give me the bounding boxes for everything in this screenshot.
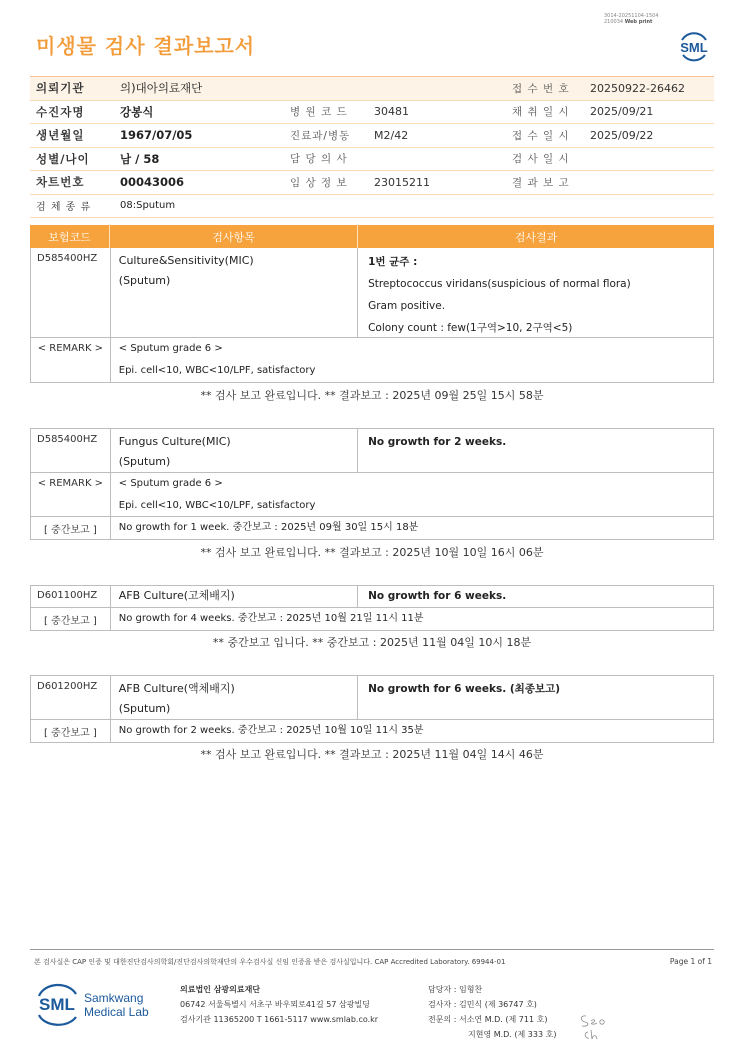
report-title: 미생물 검사 결과보고서: [36, 34, 256, 58]
label-clinical-info: 임 상 정 보: [290, 176, 348, 189]
label-patient-name: 수진자명: [36, 104, 85, 119]
organization-name: 의료법인 삼광의료재단: [180, 985, 261, 994]
result-block-fungus-culture: [30, 428, 714, 540]
page-number: Page 1 of 1: [669, 957, 712, 966]
interim-label: [ 중간보고 ]: [31, 720, 111, 742]
staff-manager: 담당자 : 임형찬: [428, 985, 483, 994]
organization-info: [180, 982, 378, 1027]
info-row: [30, 124, 714, 148]
test-item-name: Culture&Sensitivity(MIC): [118, 254, 254, 267]
test-result: No growth for 6 weeks. (최종보고): [368, 683, 561, 695]
test-result: No growth for 6 weeks.: [368, 590, 507, 602]
result-organism: Streptococcus viridans(suspicious of normal flora): [368, 278, 631, 290]
label-physician: 담 당 의 사: [290, 153, 348, 166]
staff-specialist-1: 전문의 : 서소연 M.D. (제 711 호): [428, 1015, 548, 1024]
table-row: [31, 338, 713, 382]
label-sex-age: 성별/나이: [36, 151, 90, 166]
interim-label: [ 중간보고 ]: [31, 517, 111, 539]
result-strain: 1번 균주 :: [368, 256, 418, 268]
print-stamp-id: 3014-20251104-1504: [604, 13, 659, 19]
report-complete-message: ** 검사 보고 완료입니다. ** 결과보고 : 2025년 10월 10일 16시 06분: [200, 546, 544, 559]
label-birth-date: 생년월일: [36, 128, 85, 143]
test-result: No growth for 2 weeks.: [368, 436, 507, 448]
value-physician: [364, 148, 500, 171]
table-row: [31, 608, 713, 630]
test-item: AFB Culture(고체배지): [111, 586, 358, 607]
value-empty: [364, 77, 500, 100]
table-row: [31, 429, 713, 473]
staff-info: [428, 982, 556, 1042]
interim-text: No growth for 1 week. 중간보고 : 2025년 09월 30일 15시 18분: [118, 522, 419, 533]
insurance-code: D601100HZ: [31, 586, 111, 607]
remark-text: [111, 473, 713, 516]
value-chart-number: 00043006: [120, 175, 185, 190]
value-result-report: [580, 171, 714, 194]
value-collection-date: 2025/09/21: [590, 105, 654, 119]
value-requesting-institution: 의)대아의료재단: [120, 81, 203, 96]
remark-label: < REMARK >: [31, 338, 111, 382]
accreditation-note: 본 검사실은 CAP 인증 및 대한진단검사의학회/진단검사의학재단의 우수검사실 신임 인증을 받은 검사실입니다. CAP Accredited Laboratory. 69944-01: [34, 958, 506, 966]
result-colony-count: Colony count : few(1구역>10, 2구역<5): [368, 322, 573, 334]
print-stamp-code: 210034: [604, 19, 624, 25]
sml-logo-icon: [676, 26, 712, 62]
remark-grade: < Sputum grade 6 >: [118, 343, 223, 354]
test-item-specimen: (Sputum): [118, 274, 171, 287]
result-block-afb-solid: [30, 585, 714, 631]
result-block-afb-liquid: [30, 675, 714, 743]
remark-detail: Epi. cell<10, WBC<10/LPF, satisfactory: [118, 365, 316, 376]
staff-specialist-2: 지현영 M.D. (제 333 호): [468, 1030, 557, 1039]
info-row: [30, 195, 714, 219]
value-birth-date: 1967/07/05: [120, 128, 193, 143]
insurance-code: D585400HZ: [31, 429, 111, 472]
organization-address: 06742 서울특별시 서초구 바우뫼로41길 57 삼광빌딩: [180, 1000, 370, 1009]
info-row: [30, 77, 714, 101]
result-block-culture-sensitivity: [30, 248, 714, 383]
label-chart-number: 차트번호: [36, 175, 85, 190]
interim-text: No growth for 4 weeks. 중간보고 : 2025년 10월 21일 11시 11분: [118, 613, 424, 624]
value-patient-name: 강봉식: [120, 104, 154, 119]
value-hospital-code: 30481: [374, 105, 409, 119]
table-row: [31, 676, 713, 720]
test-item: [111, 429, 358, 472]
print-stamp-line2: [604, 19, 659, 25]
info-row: [30, 171, 714, 195]
table-row: [31, 517, 713, 539]
header-test-result: 검사결과: [514, 230, 558, 244]
value-sex-age: 남 / 58: [120, 151, 160, 166]
test-item: [111, 248, 358, 337]
test-item-specimen: (Sputum): [118, 455, 171, 468]
sml-logo-text: SML: [680, 40, 708, 55]
value-clinical-info: 23015211: [374, 175, 430, 189]
interim-text: No growth for 2 weeks. 중간보고 : 2025년 10월 10일 11시 35분: [118, 725, 424, 736]
print-stamp: [604, 13, 659, 25]
remark-detail: Epi. cell<10, WBC<10/LPF, satisfactory: [118, 500, 316, 511]
test-item-name: Fungus Culture(MIC): [118, 435, 231, 448]
interim-report-message: ** 중간보고 입니다. ** 중간보고 : 2025년 11월 04일 10시 18분: [212, 636, 532, 649]
samkwang-logo-icon: [36, 980, 156, 1026]
insurance-code: D585400HZ: [31, 248, 111, 337]
test-item-specimen: (Sputum): [118, 702, 171, 715]
samkwang-logo-line2: Medical Lab: [84, 1005, 149, 1019]
header-insurance-code: 보험코드: [30, 225, 110, 248]
samkwang-logo-line1: Samkwang: [84, 991, 144, 1005]
info-row: [30, 148, 714, 172]
test-item-name: AFB Culture(액체배지): [118, 682, 235, 695]
test-item: [111, 676, 358, 719]
remark-label: < REMARK >: [31, 473, 111, 516]
signature-image: [578, 1012, 612, 1042]
label-result-report: 결 과 보 고: [512, 176, 570, 189]
label-department: 진료과/병동: [290, 129, 351, 142]
info-row: [30, 101, 714, 125]
report-complete-message: ** 검사 보고 완료입니다. ** 결과보고 : 2025년 09월 25일 15시 58분: [200, 389, 544, 402]
results-header: [30, 225, 714, 248]
label-empty: [278, 77, 364, 100]
interim-label: [ 중간보고 ]: [31, 608, 111, 630]
table-row: [31, 473, 713, 517]
report-complete-message: ** 검사 보고 완료입니다. ** 결과보고 : 2025년 11월 04일 14시 46분: [200, 748, 544, 761]
samkwang-logo-mark: SML: [39, 995, 75, 1014]
patient-info-table: [30, 76, 714, 218]
value-receipt-number: 20250922-26462: [590, 81, 685, 95]
staff-tester: 검사자 : 김민식 (제 36747 호): [428, 1000, 537, 1009]
value-test-date: [580, 148, 714, 171]
label-requesting-institution: 의뢰기관: [36, 81, 85, 96]
organization-contact: 검사기관 11365200 T 1661-5117 www.smlab.co.kr: [180, 1015, 379, 1024]
label-test-date: 검 사 일 시: [512, 153, 570, 166]
label-collection-date: 채 취 일 시: [512, 106, 570, 119]
footer-divider: [30, 949, 714, 950]
header-test-item: 검사항목: [110, 225, 358, 248]
label-hospital-code: 병 원 코 드: [290, 106, 348, 119]
value-department: M2/42: [374, 128, 409, 142]
label-specimen-type: 검 체 종 류: [36, 202, 92, 214]
insurance-code: D601200HZ: [31, 676, 111, 719]
table-row: [31, 586, 713, 608]
print-stamp-type: Web print: [624, 19, 653, 25]
remark-text: [111, 338, 713, 382]
label-receipt-date: 접 수 일 시: [512, 129, 570, 142]
table-row: [31, 248, 713, 338]
value-receipt-date: 2025/09/22: [590, 128, 654, 142]
table-row: [31, 720, 713, 742]
remark-grade: < Sputum grade 6 >: [118, 478, 223, 489]
test-result: [358, 248, 713, 337]
result-gram: Gram positive.: [368, 300, 446, 312]
value-specimen-type: 08:Sputum: [120, 200, 176, 212]
label-receipt-number: 접 수 번 호: [512, 82, 570, 95]
